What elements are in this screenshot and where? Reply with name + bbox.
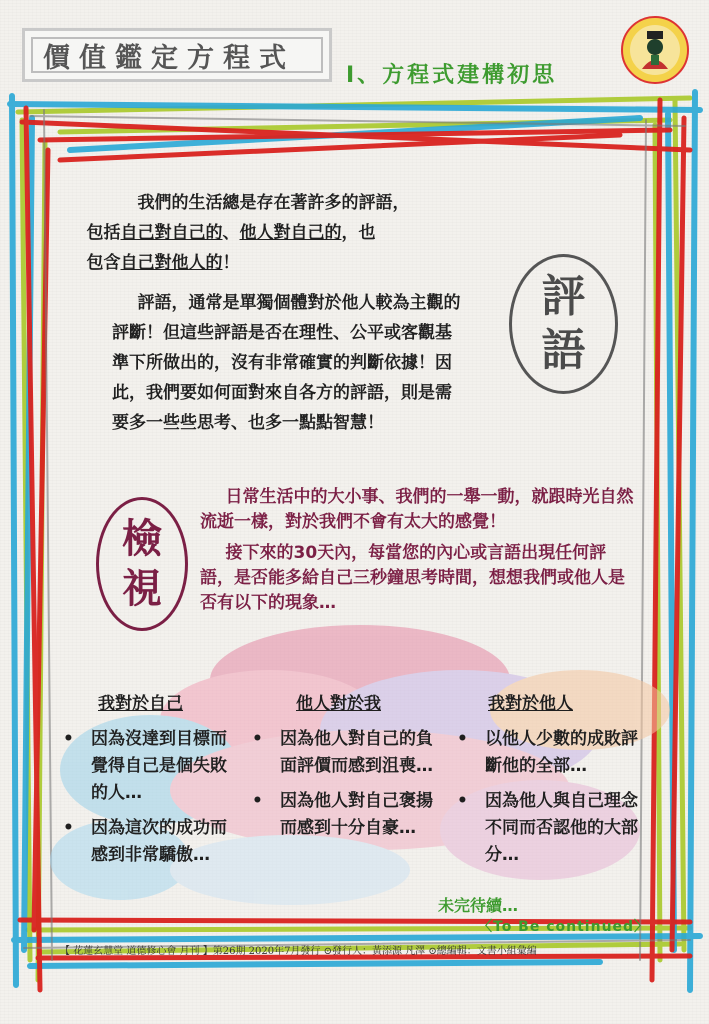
section-subtitle: Ⅰ、方程式建構初思 bbox=[346, 63, 558, 88]
intro-line-2-post: ，也 bbox=[341, 223, 376, 243]
footer-publication-info: 【 花蓮玄慧堂 道德修心會 月刊 】第26期 2020年7月發行 ⊙發行人：黃添源 凡澤 ⊙總編輯：文書小組彙編 bbox=[60, 946, 537, 957]
list-item: • 因為這次的成功而感到非常驕傲… bbox=[63, 815, 243, 869]
seal-pingyu-char-2: 語 bbox=[541, 325, 586, 376]
intro-line-2-sep: 、 bbox=[222, 223, 240, 243]
list-item: • 因為他人對自己褒揚而感到十分自豪… bbox=[252, 788, 442, 842]
column-list-others-to-me bbox=[252, 726, 442, 850]
intro-line-2-pre: 包括 bbox=[86, 223, 121, 243]
seal-pingyu-char-1: 評 bbox=[541, 271, 586, 322]
column-list-self bbox=[63, 726, 243, 877]
intro-underline-self: 自己對自己的 bbox=[120, 223, 223, 243]
intro-underline-to-others: 自己對他人的 bbox=[120, 253, 223, 273]
seal-pingyu bbox=[509, 254, 618, 394]
column-heading-me-to-others: 我對於他人 bbox=[488, 694, 573, 714]
intro-underline-others: 他人對自己的 bbox=[239, 223, 342, 243]
column-heading-others-to-me: 他人對於我 bbox=[296, 694, 381, 714]
list-item: • 以他人少數的成敗評斷他的全部… bbox=[457, 726, 647, 780]
reflection-text bbox=[200, 485, 640, 616]
intro-line-1: 我們的生活總是存在著許多的評語， bbox=[137, 193, 410, 213]
intro-line-3-pre: 包含 bbox=[86, 253, 121, 273]
seal-jianshi-char-1: 檢 bbox=[122, 515, 162, 562]
reflection-paragraph-1: 日常生活中的大小事、我們的一舉一動，就跟時光自然流逝一樣，對於我們不會有太大的感覺！ bbox=[200, 487, 634, 532]
intro-line-3-post: ！ bbox=[222, 253, 240, 273]
list-item: • 因為他人對自己的負面評價而感到沮喪… bbox=[252, 726, 442, 780]
intro-paragraph-2: 評語，通常是單獨個體對於他人較為主觀的評斷！但這些評語是否在理性、公平或客觀基準下所做出的，沒有非常確實的判斷依據！因此，我們要如何面對來自各方的評語，則是需要多一些些思考、也多一點點智慧！ bbox=[112, 293, 461, 433]
to-be-continued-en: 〈To Be continued〉 bbox=[478, 919, 650, 935]
to-be-continued-zh: 未完待續… bbox=[438, 896, 519, 915]
intro-text bbox=[86, 188, 462, 438]
page-title: 價值鑑定方程式 bbox=[31, 37, 323, 73]
column-list-me-to-others bbox=[457, 726, 647, 877]
seal-jianshi-char-2: 視 bbox=[122, 565, 162, 612]
column-heading-self: 我對於自己 bbox=[98, 694, 183, 714]
page-title-box bbox=[22, 28, 332, 82]
reflection-paragraph-2: 接下來的30天內，每當您的內心或言語出現任何評語，是否能多給自己三秒鐘思考時間，想想我們或他人是否有以下的現象… bbox=[200, 543, 625, 613]
list-item: • 因為他人與自己理念不同而否認他的大部分… bbox=[457, 788, 647, 869]
list-item: • 因為沒達到目標而覺得自己是個失敗的人… bbox=[63, 726, 243, 807]
temple-logo-icon bbox=[620, 15, 690, 85]
intro-paragraph-1 bbox=[86, 188, 462, 278]
